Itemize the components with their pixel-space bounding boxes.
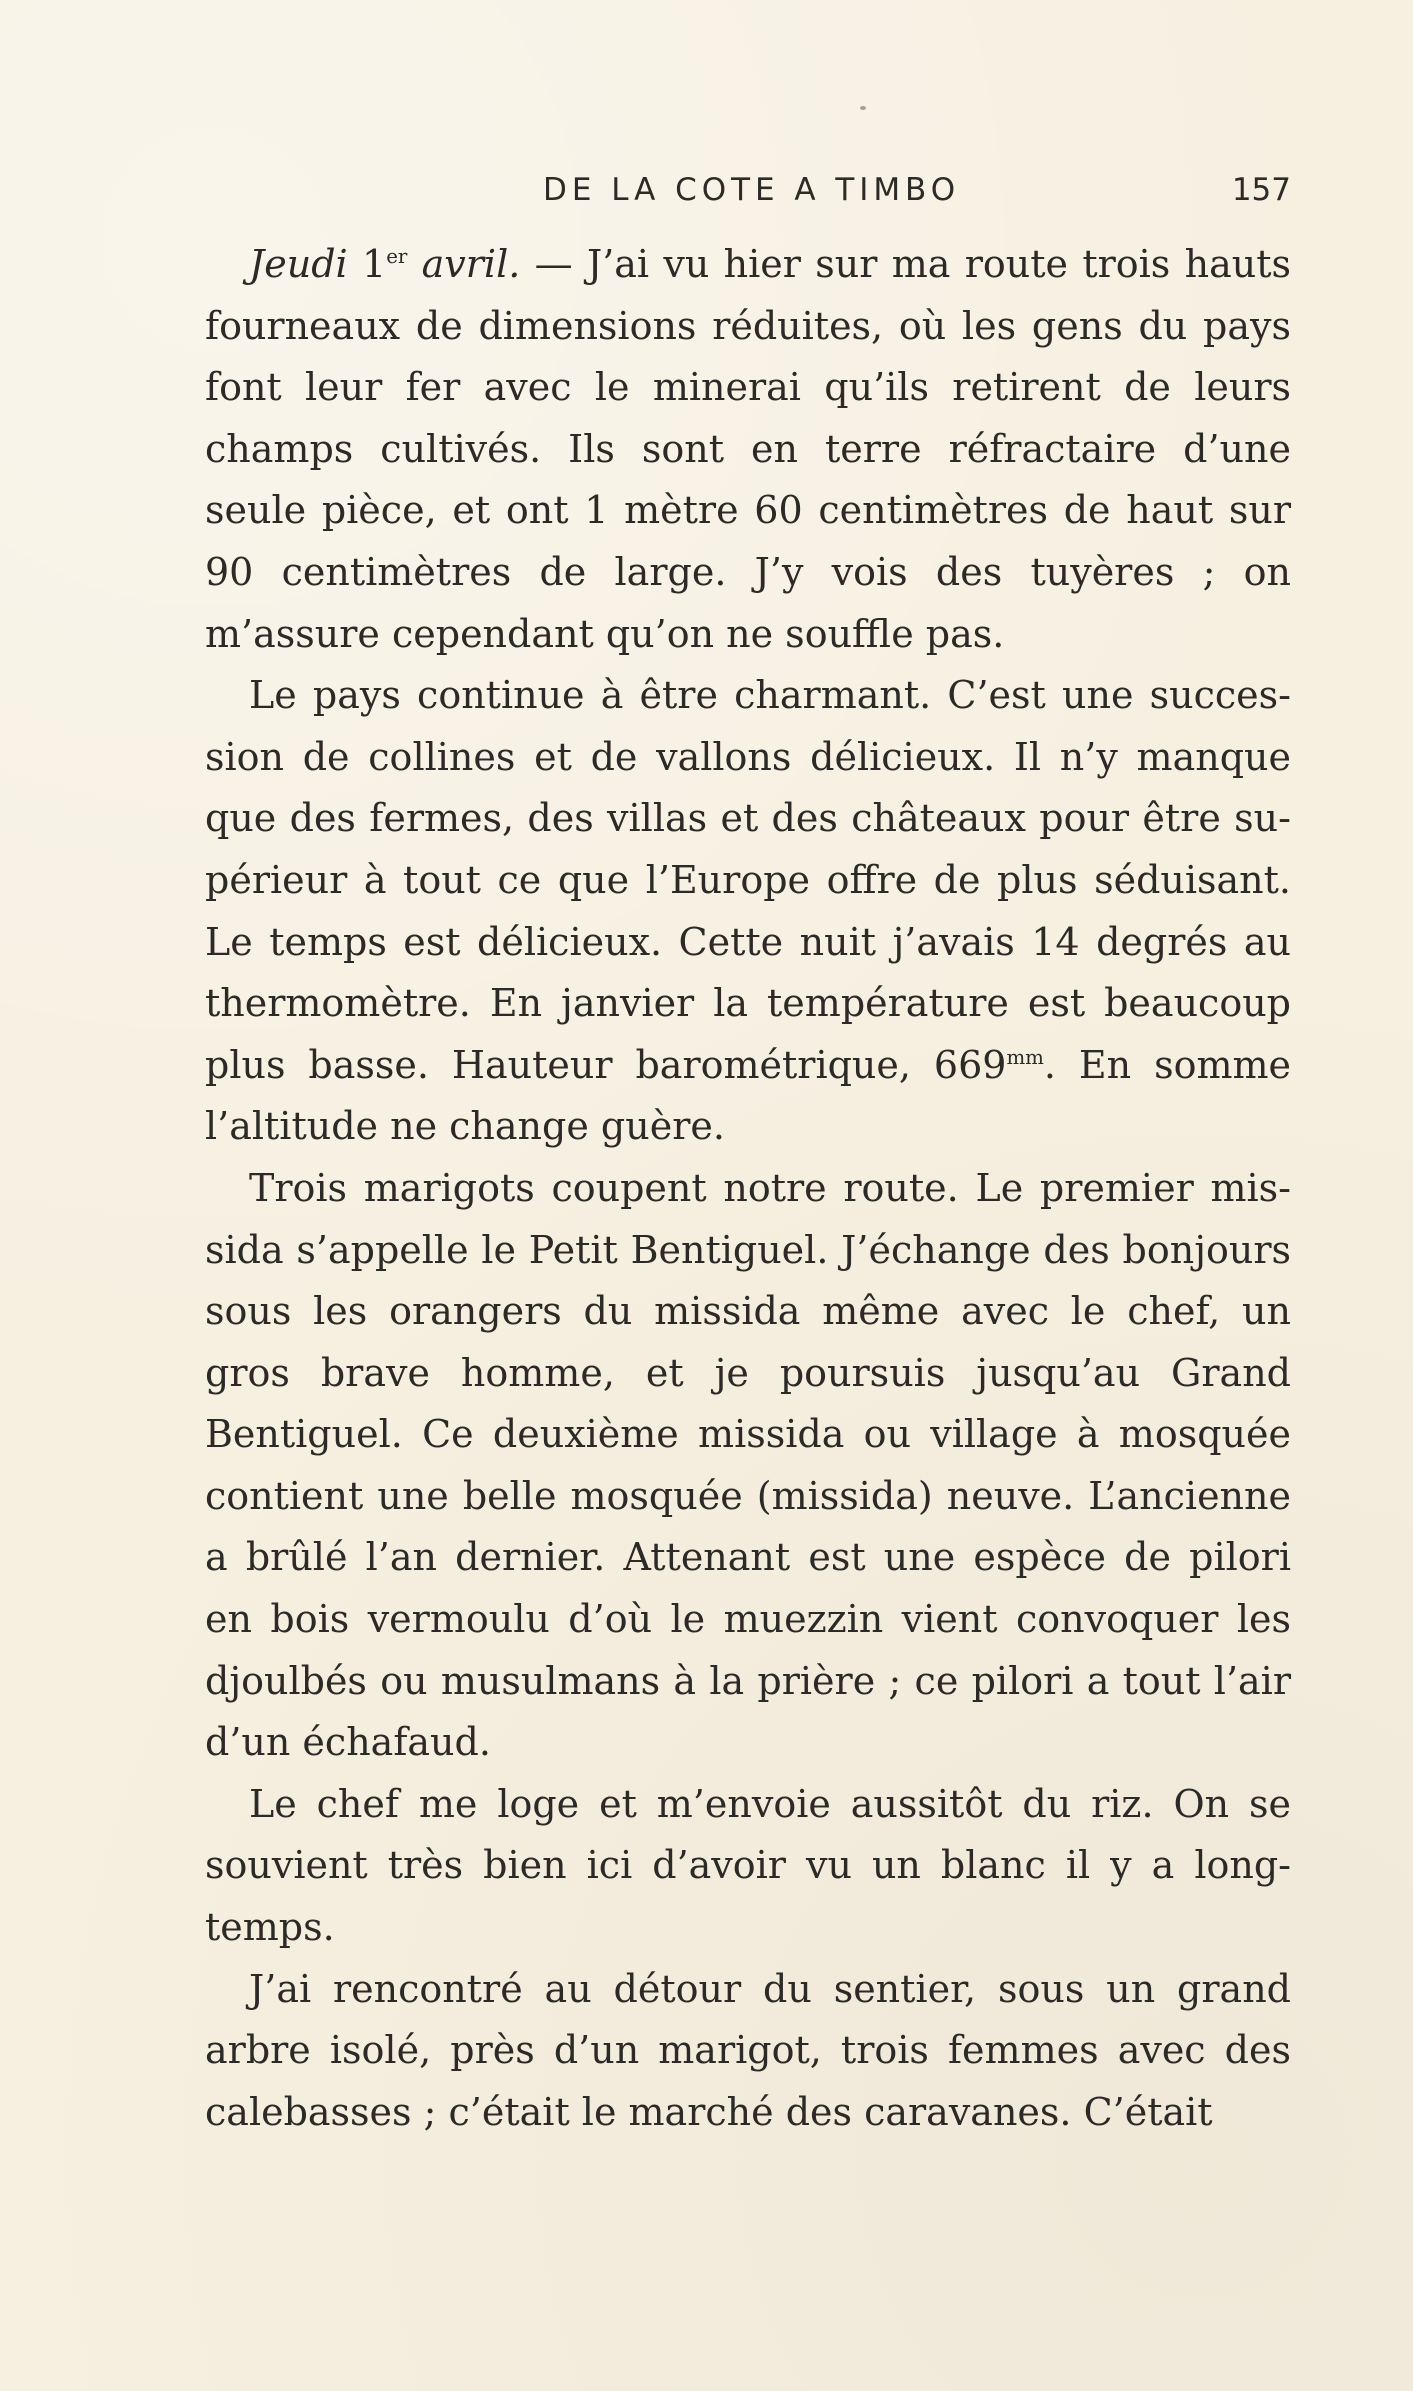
- paragraph-5-text: J’ai rencontré au détour du sentier, sous un grand arbre isolé, près d’un marigot, trois femmes avec des calebasses ; c’était le marché des caravanes. C’était: [205, 1966, 1291, 2134]
- paragraph-3: [205, 1158, 1291, 1774]
- page-header: [205, 172, 1291, 220]
- paragraph-1: [205, 234, 1291, 665]
- date-superscript: er: [386, 244, 408, 268]
- paragraph-4-text: Le chef me loge et m’envoie aussitôt du riz. On se souvient très bien ici d’avoir vu un blanc il y a longtemps.: [205, 1781, 1291, 1950]
- running-head: DE LA COTE A TIMBO: [543, 172, 961, 208]
- paper-speck: [860, 106, 866, 110]
- paragraph-1-text: — J’ai vu hier sur ma route trois hauts fourneaux de dimensions réduites, où les gens du pays font leur fer avec le minerai qu’ils retirent de leurs champs cultivés. Ils sont en terre réfractaire d’une seule pièce, et ont 1 mètre 60 centimètres de haut sur 90 centimètres de large. J’y vois des tuyères ; on m’assure cependant qu’on ne souffle pas.: [205, 242, 1291, 656]
- paragraph-4: [205, 1774, 1291, 1959]
- paragraph-2-text-after: . En somme l’altitude ne change guère.: [205, 1042, 1291, 1149]
- page-number: 157: [1231, 172, 1291, 208]
- paragraph-2: [205, 665, 1291, 1158]
- paragraph-2-text-before: Le pays continue à être charmant. C’est une succession de collines et de vallons délicieux. Il n’y manque que des fermes, des villas et des châteaux pour être supérieur à tout ce que l’Europe offre de plus séduisant. Le temps est délicieux. Cette nuit j’avais 14 degrés au thermomètre. En janvier la température est beaucoup plus basse. Hauteur barométrique, 669: [205, 673, 1291, 1087]
- date-month: avril.: [407, 242, 521, 286]
- millimeter-superscript: mm: [1006, 1045, 1044, 1069]
- date-day: Jeudi: [249, 242, 348, 286]
- paragraph-5: [205, 1959, 1291, 2144]
- body-text: [205, 234, 1291, 2143]
- paragraph-3-text: Trois marigots coupent notre route. Le premier missida s’appelle le Petit Bentiguel. J’échange des bonjours sous les orangers du missida même avec le chef, un gros brave homme, et je poursuis jusqu’au Grand Bentiguel. Ce deuxième missida ou village à mosquée contient une belle mosquée (missida) neuve. L’ancienne a brûlé l’an dernier. Attenant est une espèce de pilori en bois vermoulu d’où le muezzin vient convoquer les djoulbés ou musulmans à la prière ; ce pilori a tout l’air d’un échafaud.: [205, 1165, 1291, 1765]
- date-number: 1: [347, 242, 387, 286]
